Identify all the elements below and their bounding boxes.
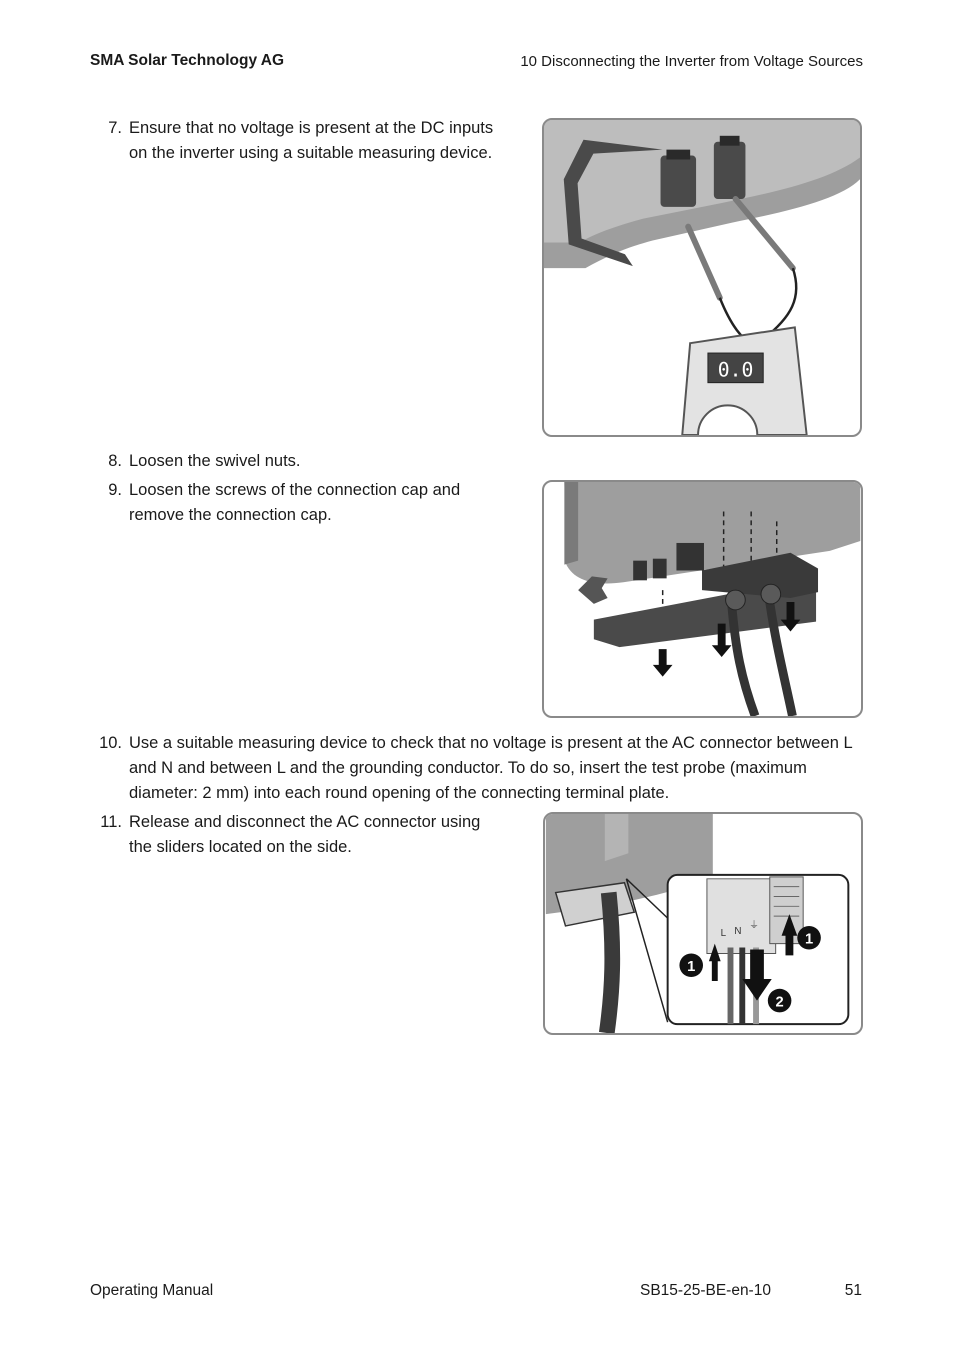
footer-page-number: 51 [844, 1282, 862, 1299]
figure-remove-connection-cap [542, 480, 863, 718]
header-section-title: 10 Disconnecting the Inverter from Voltage Sources [520, 53, 863, 70]
step-8 [108, 449, 507, 474]
terminal-label-ground: ⏚ [749, 919, 759, 931]
ac-connector-illustration [545, 814, 861, 1033]
footer-doc-code: SB15-25-BE-en-10 [640, 1282, 771, 1299]
step-number: 7. [108, 119, 122, 137]
figure-disconnect-ac-connector [543, 812, 863, 1035]
callout-badge-1: 1 [687, 959, 696, 976]
step-text: Ensure that no voltage is present at the DC inputs on the inverter using a suitable measuring device. [129, 119, 494, 162]
step-number: 10. [99, 734, 122, 752]
step-11 [100, 810, 507, 860]
step-10 [99, 731, 869, 806]
step-text: Loosen the swivel nuts. [129, 452, 301, 470]
step-text: Release and disconnect the AC connector using the sliders located on the side. [129, 813, 481, 856]
step-7 [108, 116, 507, 166]
meter-display-reading: 0.0 [717, 358, 754, 382]
step-text: Use a suitable measuring device to check that no voltage is present at the AC connector between L and N and between L and the grounding conductor. To do so, insert the test probe (maximum diameter: 2 mm) into each round opening of the connecting terminal plate. [129, 734, 853, 802]
step-9 [108, 478, 507, 528]
step-number: 8. [108, 452, 122, 470]
footer-manual: Operating Manual [90, 1282, 214, 1299]
step-text: Loosen the screws of the connection cap and remove the connection cap. [129, 481, 461, 524]
header-company: SMA Solar Technology AG [90, 52, 285, 69]
figure-dc-measurement [542, 118, 862, 437]
terminal-label-l: L [720, 927, 727, 939]
connection-cap-illustration [544, 482, 861, 716]
callout-badge-2: 2 [775, 994, 784, 1011]
terminal-label-n: N [734, 925, 742, 937]
callout-badge-1: 1 [804, 931, 814, 948]
step-number: 11. [100, 813, 122, 831]
step-number: 9. [108, 481, 122, 499]
dc-measurement-illustration [544, 120, 860, 435]
